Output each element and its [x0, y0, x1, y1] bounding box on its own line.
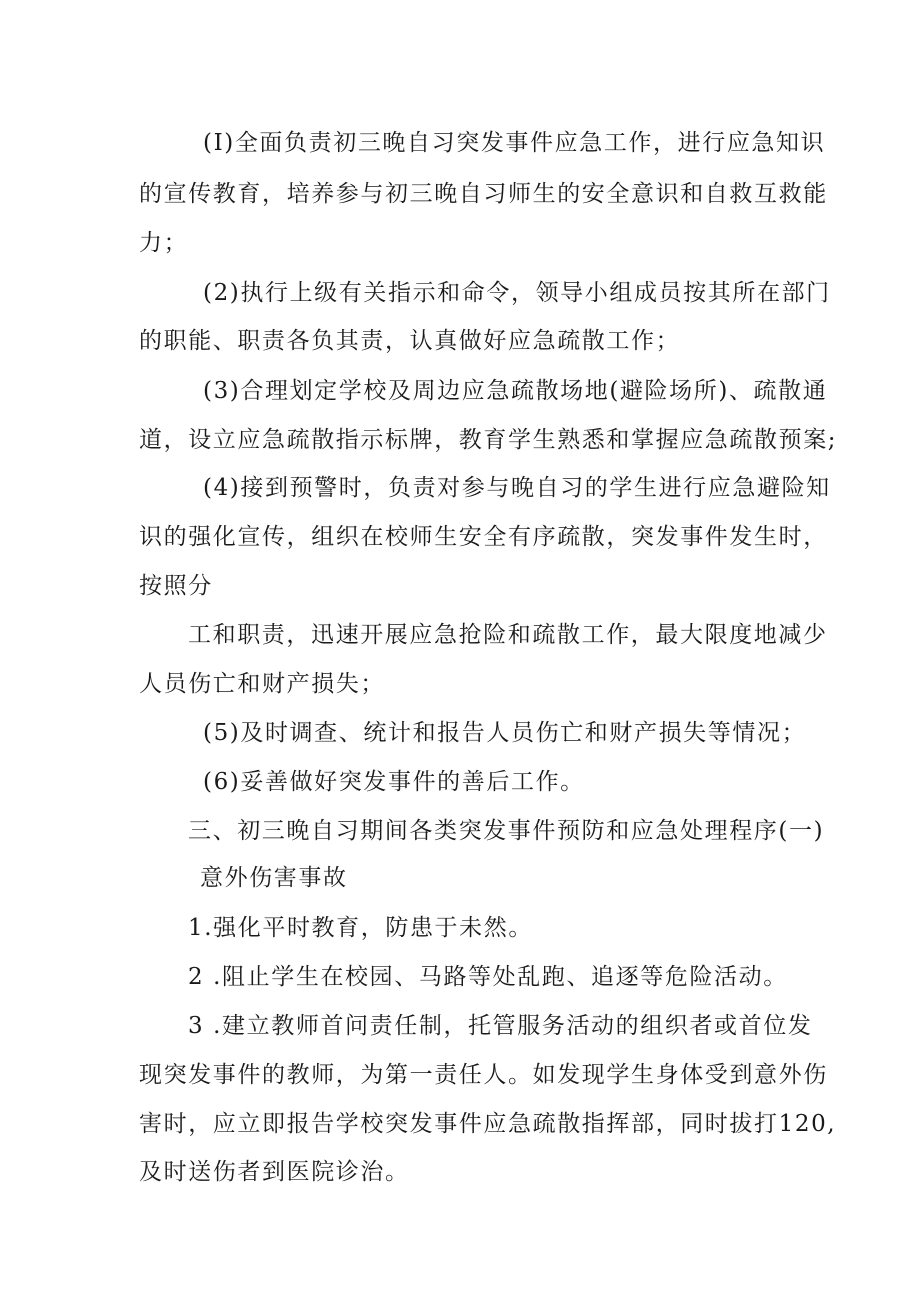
text-line: 1.强化平时教育，防患于未然。 — [188, 915, 533, 941]
text-line: (4)接到预警时，负责对参与晚自习的学生进行应急避险知 — [203, 475, 831, 501]
text-line: (6)妥善做好突发事件的善后工作。 — [203, 769, 585, 795]
subsection-heading: 意外伤害事故 — [200, 865, 348, 891]
section-heading: 三、初三晚自习期间各类突发事件预防和应急处理程序(一) — [188, 818, 825, 844]
text-line: (I)全面负责初三晚自习突发事件应急工作，进行应急知识 — [203, 130, 826, 156]
text-line: 道，设立应急疏散指示标牌，教育学生熟悉和掌握应急疏散预案; — [139, 427, 838, 453]
text-line: (5)及时调查、统计和报告人员伤亡和财产损失等情况； — [203, 720, 807, 746]
text-line: 害时，应立即报告学校突发事件应急疏散指挥部，同时拔打120, — [139, 1111, 837, 1137]
text-line: 识的强化宣传，组织在校师生安全有序疏散，突发事件发生时， — [139, 524, 828, 550]
text-line: 及时送伤者到医院诊治。 — [139, 1159, 410, 1185]
text-line: 按照分 — [139, 573, 213, 599]
text-line: 2 .阻止学生在校园、马路等处乱跑、追逐等危险活动。 — [188, 964, 788, 990]
text-line: (2)执行上级有关指示和命令，领导小组成员按其所在部门 — [203, 280, 831, 306]
text-line: 3 .建立教师首问责任制，托管服务活动的组织者或首位发 — [188, 1013, 813, 1039]
text-line: (3)合理划定学校及周边应急疏散场地(避险场所)、疏散通 — [203, 378, 828, 404]
text-line: 现突发事件的教师，为第一责任人。如发现学生身体受到意外伤 — [139, 1062, 828, 1088]
text-line: 的宣传教育，培养参与初三晚自习师生的安全意识和自救互救能 — [139, 181, 828, 207]
text-line: 人员伤亡和财产损失； — [139, 671, 385, 697]
text-line: 力； — [139, 230, 189, 256]
text-line: 工和职责，迅速开展应急抢险和疏散工作，最大限度地减少 — [188, 622, 828, 648]
text-line: 的职能、职责各负其责，认真做好应急疏散工作； — [139, 328, 681, 354]
